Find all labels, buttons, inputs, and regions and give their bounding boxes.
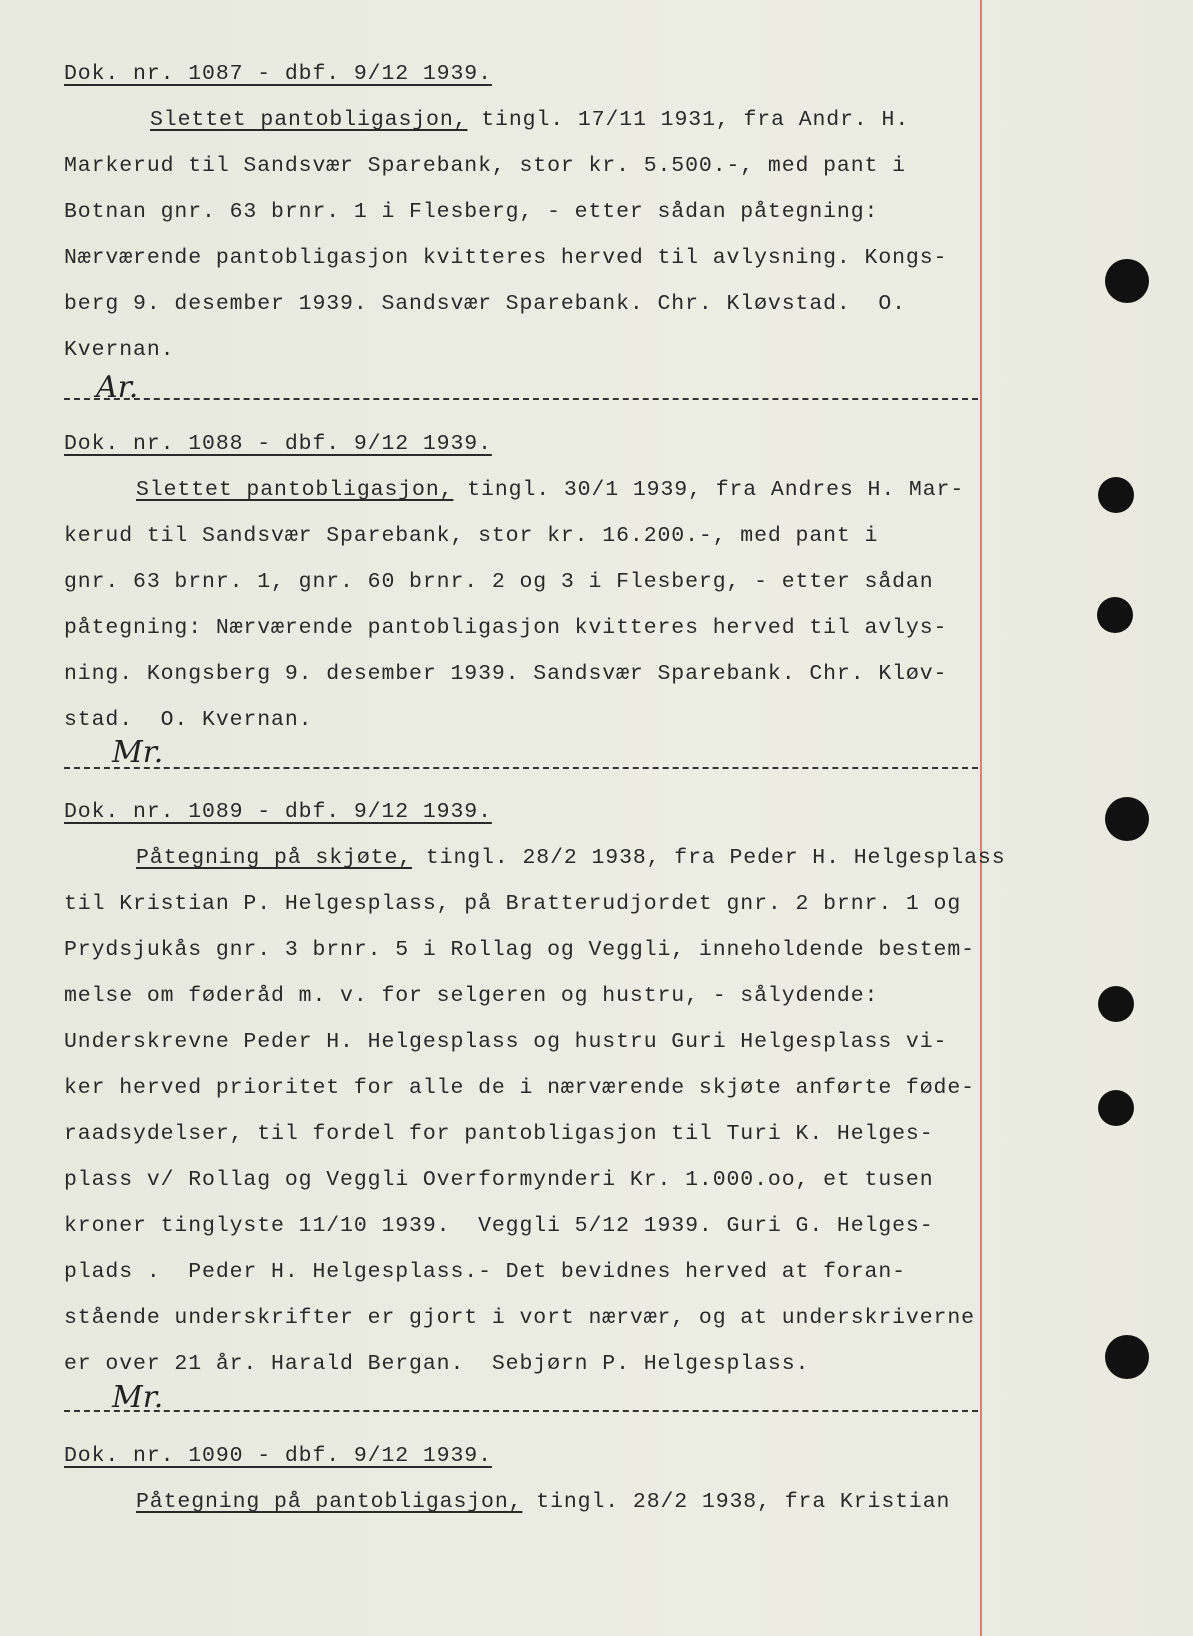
entry-first-line (136, 848, 1006, 870)
entry-header: Dok. nr. 1088 - dbf. 9/12 1939. (64, 432, 492, 456)
entry-text-line: raadsydelser, til fordel for pantobligasjon til Turi K. Helges- (64, 1122, 934, 1146)
entry-title: Påtegning på skjøte, (136, 846, 413, 870)
dashed-divider (64, 767, 978, 769)
entry-text-line: tingl. 28/2 1938, fra Kristian (522, 1490, 951, 1514)
handwritten-initials: Ar. (96, 370, 139, 405)
entry-first-line (136, 480, 964, 502)
handwritten-initials: Mr. (112, 735, 164, 770)
entry-text-line: stad. O. Kvernan. (64, 708, 313, 732)
punch-hole-icon (1105, 797, 1149, 841)
entry-text-line: kerud til Sandsvær Sparebank, stor kr. 16.200.-, med pant i (64, 524, 879, 548)
dashed-divider (64, 1410, 978, 1412)
punch-hole-icon (1105, 259, 1149, 303)
entry-text-line: stående underskrifter er gjort i vort nærvær, og at underskriverne (64, 1306, 975, 1330)
punch-hole-icon (1098, 986, 1134, 1022)
punch-hole-icon (1105, 1335, 1149, 1379)
entry-text-line: til Kristian P. Helgesplass, på Bratterudjordet gnr. 2 brnr. 1 og (64, 892, 962, 916)
entry-header: Dok. nr. 1090 - dbf. 9/12 1939. (64, 1444, 492, 1468)
entry-text-line: tingl. 30/1 1939, fra Andres H. Mar- (453, 478, 965, 502)
entry-text-line: påtegning: Nærværende pantobligasjon kvitteres herved til avlys- (64, 616, 948, 640)
entry-title: Påtegning på pantobligasjon, (136, 1490, 523, 1514)
entry-first-line (150, 110, 909, 132)
entry-text-line: er over 21 år. Harald Bergan. Sebjørn P. Helgesplass. (64, 1352, 810, 1376)
entry-text-line: berg 9. desember 1939. Sandsvær Sparebank. Chr. Kløvstad. O. (64, 292, 906, 316)
entry-text-line: plads . Peder H. Helgesplass.- Det bevidnes herved at foran- (64, 1260, 906, 1284)
entry-text-line: Markerud til Sandsvær Sparebank, stor kr. 5.500.-, med pant i (64, 154, 906, 178)
entry-text-line: ning. Kongsberg 9. desember 1939. Sandsvær Sparebank. Chr. Kløv- (64, 662, 948, 686)
punch-hole-icon (1098, 1090, 1134, 1126)
red-margin-line (980, 0, 982, 1636)
entry-text-line: Prydsjukås gnr. 3 brnr. 5 i Rollag og Veggli, inneholdende bestem- (64, 938, 975, 962)
entry-text-line: kroner tinglyste 11/10 1939. Veggli 5/12 1939. Guri G. Helges- (64, 1214, 934, 1238)
entry-text-line: plass v/ Rollag og Veggli Overformynderi Kr. 1.000.oo, et tusen (64, 1168, 934, 1192)
entry-title: Slettet pantobligasjon, (150, 108, 468, 132)
entry-text-line: tingl. 28/2 1938, fra Peder H. Helgesplass (412, 846, 1006, 870)
entry-text-line: ker herved prioritet for alle de i nærværende skjøte anførte føde- (64, 1076, 975, 1100)
entry-text-line: Nærværende pantobligasjon kvitteres herved til avlysning. Kongs- (64, 246, 948, 270)
entry-text-line: Underskrevne Peder H. Helgesplass og hustru Guri Helgesplass vi- (64, 1030, 948, 1054)
entry-text-line: tingl. 17/11 1931, fra Andr. H. (467, 108, 910, 132)
entry-text-line: Botnan gnr. 63 brnr. 1 i Flesberg, - etter sådan påtegning: (64, 200, 879, 224)
entry-title: Slettet pantobligasjon, (136, 478, 454, 502)
entry-text-line: gnr. 63 brnr. 1, gnr. 60 brnr. 2 og 3 i Flesberg, - etter sådan (64, 570, 934, 594)
punch-hole-icon (1098, 477, 1134, 513)
entry-first-line (136, 1492, 950, 1514)
punch-hole-icon (1097, 597, 1133, 633)
entry-header: Dok. nr. 1089 - dbf. 9/12 1939. (64, 800, 492, 824)
entry-header: Dok. nr. 1087 - dbf. 9/12 1939. (64, 62, 492, 86)
entry-text-line: Kvernan. (64, 338, 175, 362)
entry-text-line: melse om føderåd m. v. for selgeren og hustru, - sålydende: (64, 984, 879, 1008)
dashed-divider (64, 398, 978, 400)
handwritten-initials: Mr. (112, 1380, 164, 1415)
